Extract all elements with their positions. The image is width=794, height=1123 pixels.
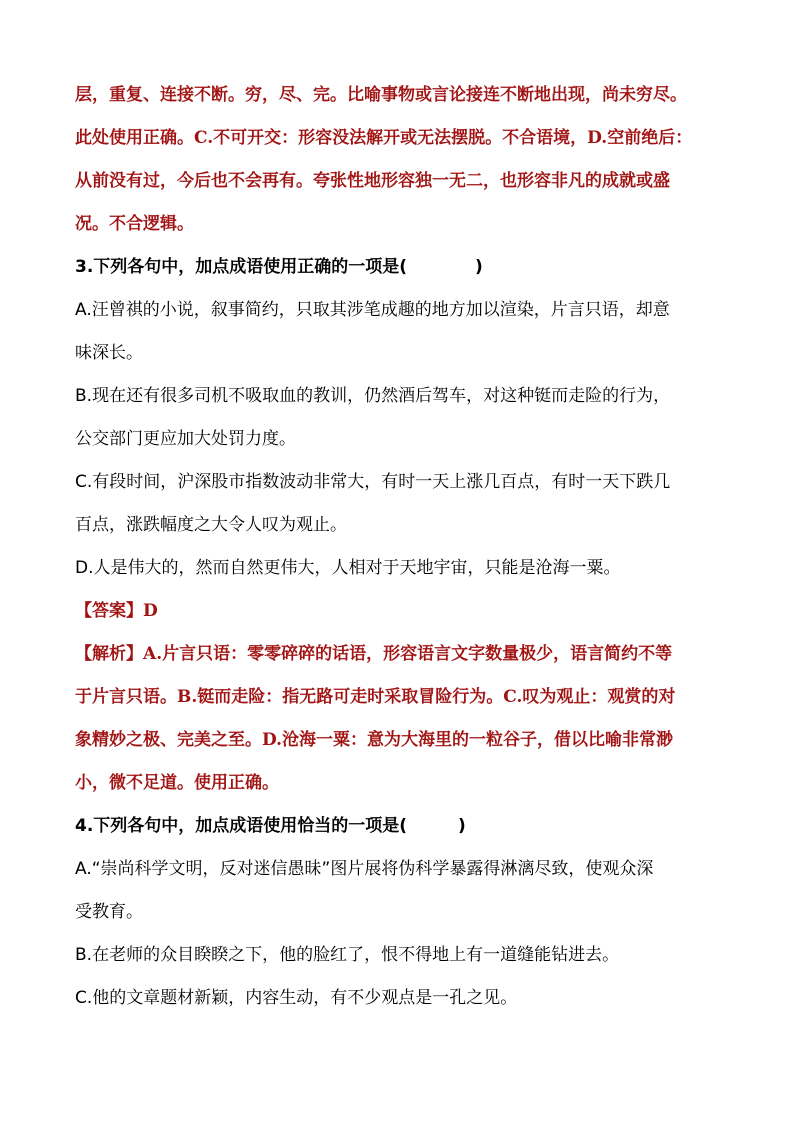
q3-option-d: D.人是伟大的，然而自然更伟大，人相对于天地宇宙，只能是沧海一粟。 [75,558,621,578]
q3-answer: 【答案】D [75,601,158,621]
q4-option-b: B.在老师的众目睽睽之下，他的脸红了，恨不得地上有一道缝能钻进去。 [75,945,620,965]
explanation-line: 况。不合逻辑。 [75,214,194,234]
page-content [75,74,743,1020]
q4-option-a-cont: 受教育。 [75,902,143,922]
q3-explanation-line: 小，微不足道。使用正确。 [75,773,279,793]
explanation-line: 从前没有过，今后也不会再有。夸张性地形容独一无二，也形容非凡的成就或盛 [75,171,670,191]
q3-explanation-line: 象精妙之极、完美之至。D.沧海一粟：意为大海里的一粒谷子，借以比喻非常渺 [75,730,674,750]
q3-option-a: A.汪曾祺的小说，叙事简约，只取其涉笔成趣的地方加以渲染，片言只语，却意 [75,300,670,320]
question-4-stem: 4.下列各句中，加点成语使用恰当的一项是( ) [75,816,466,836]
q3-explanation-line: 于片言只语。B.铤而走险：指无路可走时采取冒险行为。C.叹为观止：观赏的对 [75,687,676,707]
explanation-line: 此处使用正确。C.不可开交：形容没法解开或无法摆脱。不合语境，D.空前绝后： [75,128,693,148]
q3-explanation-line: 【解析】A.片言只语：零零碎碎的话语，形容语言文字数量极少，语言简约不等 [75,644,673,664]
q3-option-c: C.有段时间，沪深股市指数波动非常大，有时一天上涨几百点，有时一天下跌几 [75,472,671,492]
q3-option-a-cont: 味深长。 [75,343,143,363]
question-3-stem: 3.下列各句中，加点成语使用正确的一项是( ) [75,257,483,277]
q4-option-c: C.他的文章题材新颖，内容生动，有不少观点是一孔之见。 [75,988,518,1008]
q3-option-b: B.现在还有很多司机不吸取血的教训，仍然酒后驾车，对这种铤而走险的行为， [75,386,671,406]
q3-option-c-cont: 百点，涨跌幅度之大令人叹为观止。 [75,515,347,535]
q3-option-b-cont: 公交部门更应加大处罚力度。 [75,429,296,449]
explanation-line: 层，重复、连接不断。穷，尽、完。比喻事物或言论接连不断地出现，尚未穷尽。 [75,85,687,105]
q4-option-a: A.“崇尚科学文明，反对迷信愚昧”图片展将伪科学暴露得淋漓尽致，使观众深 [75,859,654,879]
